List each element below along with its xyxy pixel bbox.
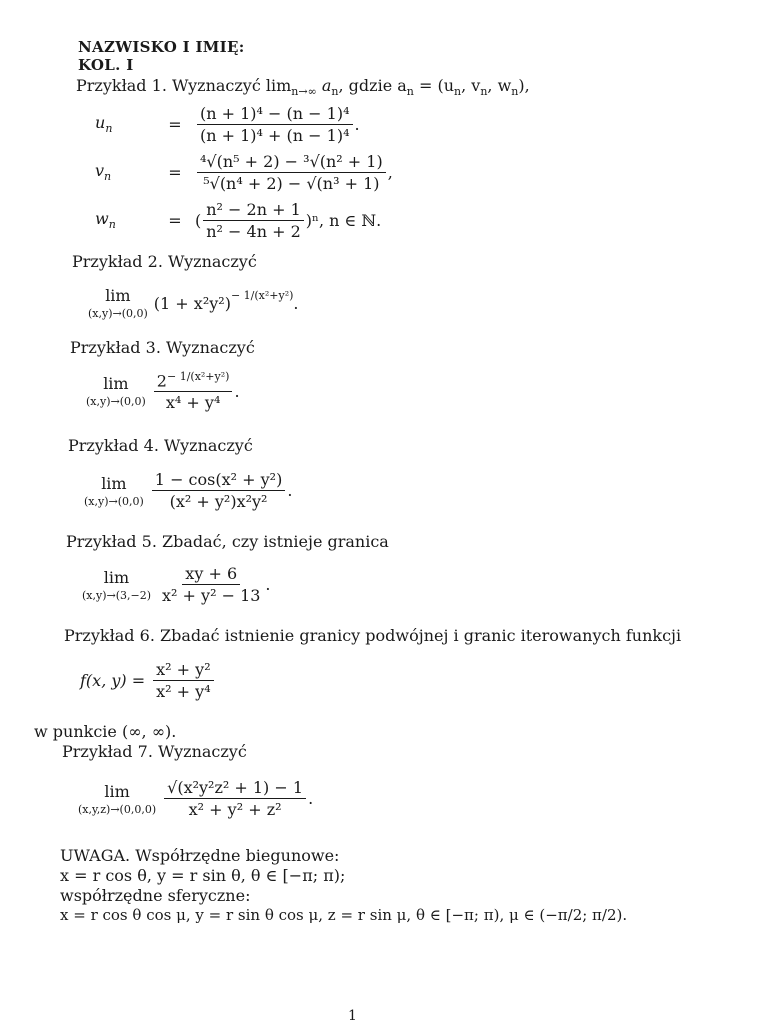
note-polar: x = r cos θ, y = r sin θ, θ ∈ [−π; π); <box>60 866 346 885</box>
ex1-v-fraction: $\frac{\text{⁴√(n⁵ + 2) − ³√(n² + 1)}}{\text{⁵√(n⁴ + 2) − √(n³ + 1)}}$ <box>197 152 386 193</box>
note-title: UWAGA. Współrzędne biegunowe: <box>60 846 340 865</box>
ex1-w-fraction: $\frac{\text{n² − 2n + 1}}{\text{n² − 4n + 2}}$ <box>203 200 304 241</box>
ex4-fraction: $\frac{\text{1 − cos(x² + y²)}}{\text{(x² + y²)x²y²}}$ <box>152 470 286 511</box>
ex5-limit: lim (x,y)→(3,−2) $\frac{xy + 6}{\text{x² + y² − 13}}$ . <box>82 564 271 605</box>
ex5-fraction: $\frac{xy + 6}{\text{x² + y² − 13}}$ <box>162 564 261 605</box>
ex7-limit: lim (x,y,z)→(0,0,0) $\frac{\text{√(x²y²z² + 1) − 1}}{\text{x² + y² + z²}}$ . <box>78 778 314 819</box>
ex3-label: Przykład 3. <box>70 338 161 357</box>
ex1-u-fraction: $\frac{\text{(n + 1)⁴ − (n − 1)⁴}}{\text{(n + 1)⁴ + (n − 1)⁴}}$ <box>197 104 353 145</box>
ex3-intro: Przykład 3. Wyznaczyć <box>70 338 255 357</box>
ex6-fraction: $\frac{\text{x² + y²}}{\text{x² + y⁴}}$ <box>153 660 213 701</box>
ex6-intro: Przykład 6. Zbadać istnienie granicy podwójnej i granic iterowanych funkcji <box>64 626 682 645</box>
ex1-v-equation: $v_n$ = $\frac{\text{⁴√(n⁵ + 2) − ³√(n² + 1)}}{\text{⁵√(n⁴ + 2) − √(n³ + 1)}}$ , <box>95 152 393 193</box>
ex3-fraction: $\frac{2^{- 1/(x^2+y^2)}}{\text{x⁴ + y⁴}}$ <box>154 370 233 412</box>
ex4-limit: lim (x,y)→(0,0) $\frac{\text{1 − cos(x² + y²)}}{\text{(x² + y²)x²y²}}$ . <box>84 470 293 511</box>
ex4-label: Przykład 4. <box>68 436 159 455</box>
ex5-intro: Przykład 5. Zbadać, czy istnieje granica <box>66 532 389 551</box>
ex3-limit: lim (x,y)→(0,0) $\frac{2^{- 1/(x^2+y^2)}}{\text{x⁴ + y⁴}}$ . <box>86 370 240 413</box>
ex1-label: Przykład 1. <box>76 76 167 95</box>
kol-label: KOL. I <box>78 56 134 74</box>
ex7-intro: Przykład 7. Wyznaczyć <box>62 742 247 761</box>
ex7-fraction: $\frac{\text{√(x²y²z² + 1) − 1}}{\text{x² + y² + z²}}$ <box>164 778 306 819</box>
page-number: 1 <box>348 1008 357 1024</box>
ex2-limit: lim (x,y)→(0,0) (1 + x²y²) $^{- 1/(x^2+y^2)}$ . <box>88 286 299 320</box>
ex5-label: Przykład 5. <box>66 532 157 551</box>
ex1-u-equation: $u_n$ = $\frac{\text{(n + 1)⁴ − (n − 1)⁴}}{\text{(n + 1)⁴ + (n − 1)⁴}}$ . <box>95 104 360 145</box>
ex1-intro: Przykład 1. Wyznaczyć $\lim_{n\to\infty} a_n$, gdzie $a_n = (u_n$, $v_n$, $w_n$), <box>76 76 530 99</box>
ex6-label: Przykład 6. <box>64 626 155 645</box>
ex4-intro: Przykład 4. Wyznaczyć <box>68 436 253 455</box>
note-spherical: x = r cos θ cos μ, y = r sin θ cos μ, z = r sin μ, θ ∈ [−π; π), μ ∈ (−π/2; π/2). <box>60 906 628 924</box>
note-spherical-title: współrzędne sferyczne: <box>60 886 251 905</box>
ex7-label: Przykład 7. <box>62 742 153 761</box>
ex6-function: f(x, y) = $\frac{\text{x² + y²}}{\text{x² + y⁴}}$ <box>80 660 216 701</box>
ex6-point: w punkcie (∞, ∞). <box>34 722 177 741</box>
ex2-intro: Przykład 2. Wyznaczyć <box>72 252 257 271</box>
ex1-w-equation: $w_n$ = ( $\frac{\text{n² − 2n + 1}}{\text{n² − 4n + 2}}$ )ⁿ, n ∈ ℕ. <box>95 200 382 241</box>
ex2-label: Przykład 2. <box>72 252 163 271</box>
name-label: NAZWISKO I IMIĘ: <box>78 38 245 56</box>
